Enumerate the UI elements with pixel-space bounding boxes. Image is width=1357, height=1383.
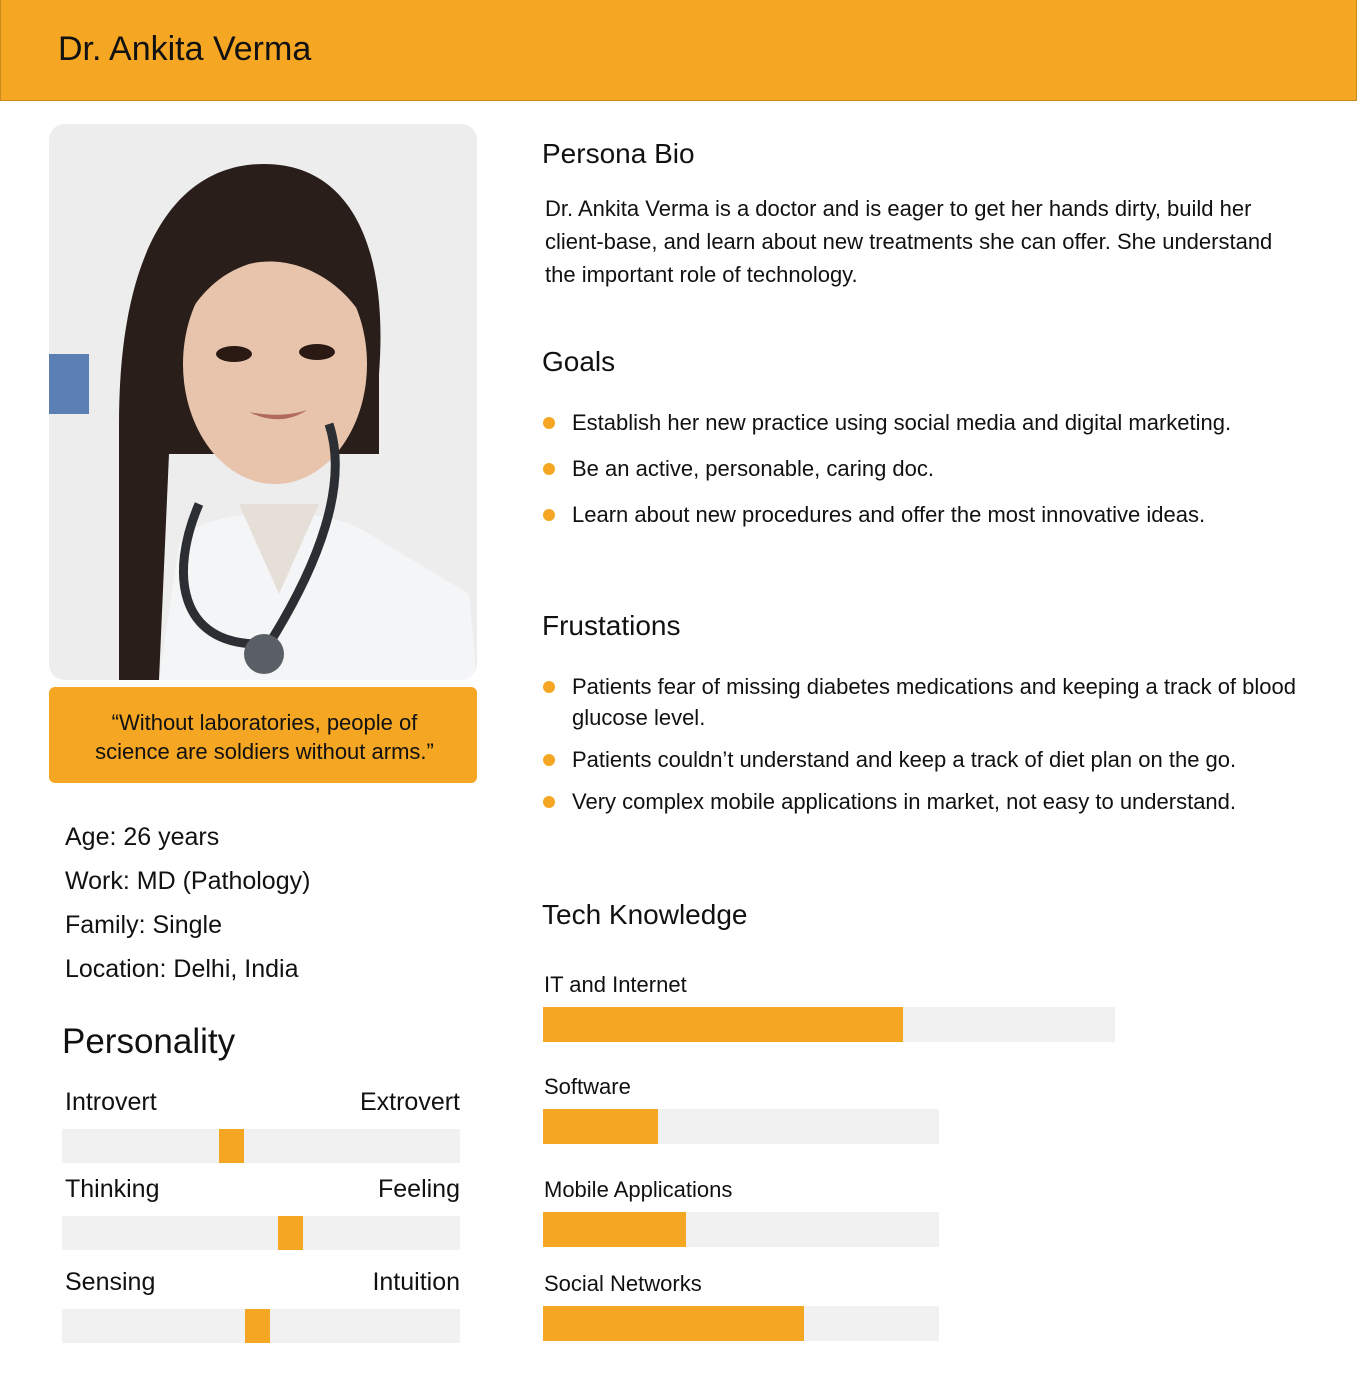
bullet-dot-icon	[543, 754, 555, 766]
frustrations-list	[542, 671, 1302, 828]
bio-text: Dr. Ankita Verma is a doctor and is eager to get her hands dirty, build her client-base, and learn about new treatments she can offer. She understand the important role of technology.	[545, 196, 1273, 287]
trait-track	[62, 1309, 460, 1343]
frustrations-title: Frustations	[542, 610, 681, 641]
trait-track	[62, 1129, 460, 1163]
tech-item-mobile-applications	[543, 1177, 939, 1247]
persona-quote: “Without laboratories, people of science are soldiers without arms.”	[49, 687, 477, 783]
trait-track	[62, 1216, 460, 1250]
fact-family: Family: Single	[65, 911, 222, 939]
tech-track	[543, 1212, 939, 1247]
fact-location: Location: Delhi, India	[65, 955, 299, 983]
persona-name: Dr. Ankita Verma	[58, 30, 312, 68]
tech-item-it-internet	[543, 972, 1115, 1042]
tech-fill	[543, 1306, 804, 1341]
goal-text: Establish her new practice using social media and digital marketing.	[572, 410, 1232, 435]
goals-title: Goals	[542, 346, 616, 377]
trait-right-label: Feeling	[378, 1175, 460, 1203]
trait-sensing-intuition	[62, 1268, 460, 1343]
tech-label: Software	[544, 1074, 631, 1099]
tech-label: Social Networks	[544, 1271, 702, 1296]
tech-item-social-networks	[543, 1271, 939, 1341]
goals-list	[542, 407, 1332, 545]
trait-marker	[219, 1129, 244, 1163]
trait-introvert-extrovert	[62, 1088, 460, 1163]
tech-track	[543, 1007, 1115, 1042]
tech-fill	[543, 1109, 658, 1144]
persona-facts	[65, 820, 310, 996]
tech-title: Tech Knowledge	[542, 899, 748, 930]
trait-thinking-feeling	[62, 1175, 460, 1250]
personality-title: Personality	[62, 1022, 236, 1061]
tech-label: Mobile Applications	[544, 1177, 733, 1202]
frustration-item	[542, 744, 1302, 775]
goal-item	[542, 407, 1332, 438]
goal-text: Be an active, personable, caring doc.	[572, 456, 935, 481]
frustration-item	[542, 786, 1302, 817]
tech-fill	[543, 1212, 686, 1247]
trait-left-label: Thinking	[65, 1175, 160, 1203]
trait-right-label: Extrovert	[359, 1088, 460, 1116]
header-bar	[0, 0, 1357, 101]
persona-photo	[49, 124, 477, 680]
tech-track	[543, 1306, 939, 1341]
goal-item	[542, 453, 1332, 484]
trait-left-label: Sensing	[65, 1268, 156, 1296]
frustration-text: Very complex mobile applications in market, not easy to understand.	[572, 789, 1237, 814]
bullet-dot-icon	[543, 796, 555, 808]
bullet-dot-icon	[543, 463, 555, 475]
tech-track	[543, 1109, 939, 1144]
goal-text: Learn about new procedures and offer the most innovative ideas.	[572, 502, 1206, 527]
fact-age: Age: 26 years	[65, 823, 220, 851]
trait-right-label: Intuition	[372, 1268, 460, 1296]
goal-item	[542, 499, 1332, 530]
bullet-dot-icon	[543, 417, 555, 429]
bullet-dot-icon	[543, 681, 555, 693]
tech-fill	[543, 1007, 903, 1042]
trait-marker	[278, 1216, 303, 1250]
frustration-item	[542, 671, 1302, 733]
trait-left-label: Introvert	[65, 1088, 157, 1116]
fact-work: Work: MD (Pathology)	[65, 867, 311, 895]
frustration-text: Patients couldn’t understand and keep a track of diet plan on the go.	[572, 747, 1237, 772]
tech-label: IT and Internet	[544, 972, 687, 997]
portrait-illustration	[49, 124, 477, 680]
frustration-text: Patients fear of missing diabetes medications and keeping a track of blood glucose level.	[572, 674, 1296, 730]
tech-item-software	[543, 1074, 939, 1144]
bio-title: Persona Bio	[542, 138, 695, 169]
trait-marker	[245, 1309, 270, 1343]
bullet-dot-icon	[543, 509, 555, 521]
